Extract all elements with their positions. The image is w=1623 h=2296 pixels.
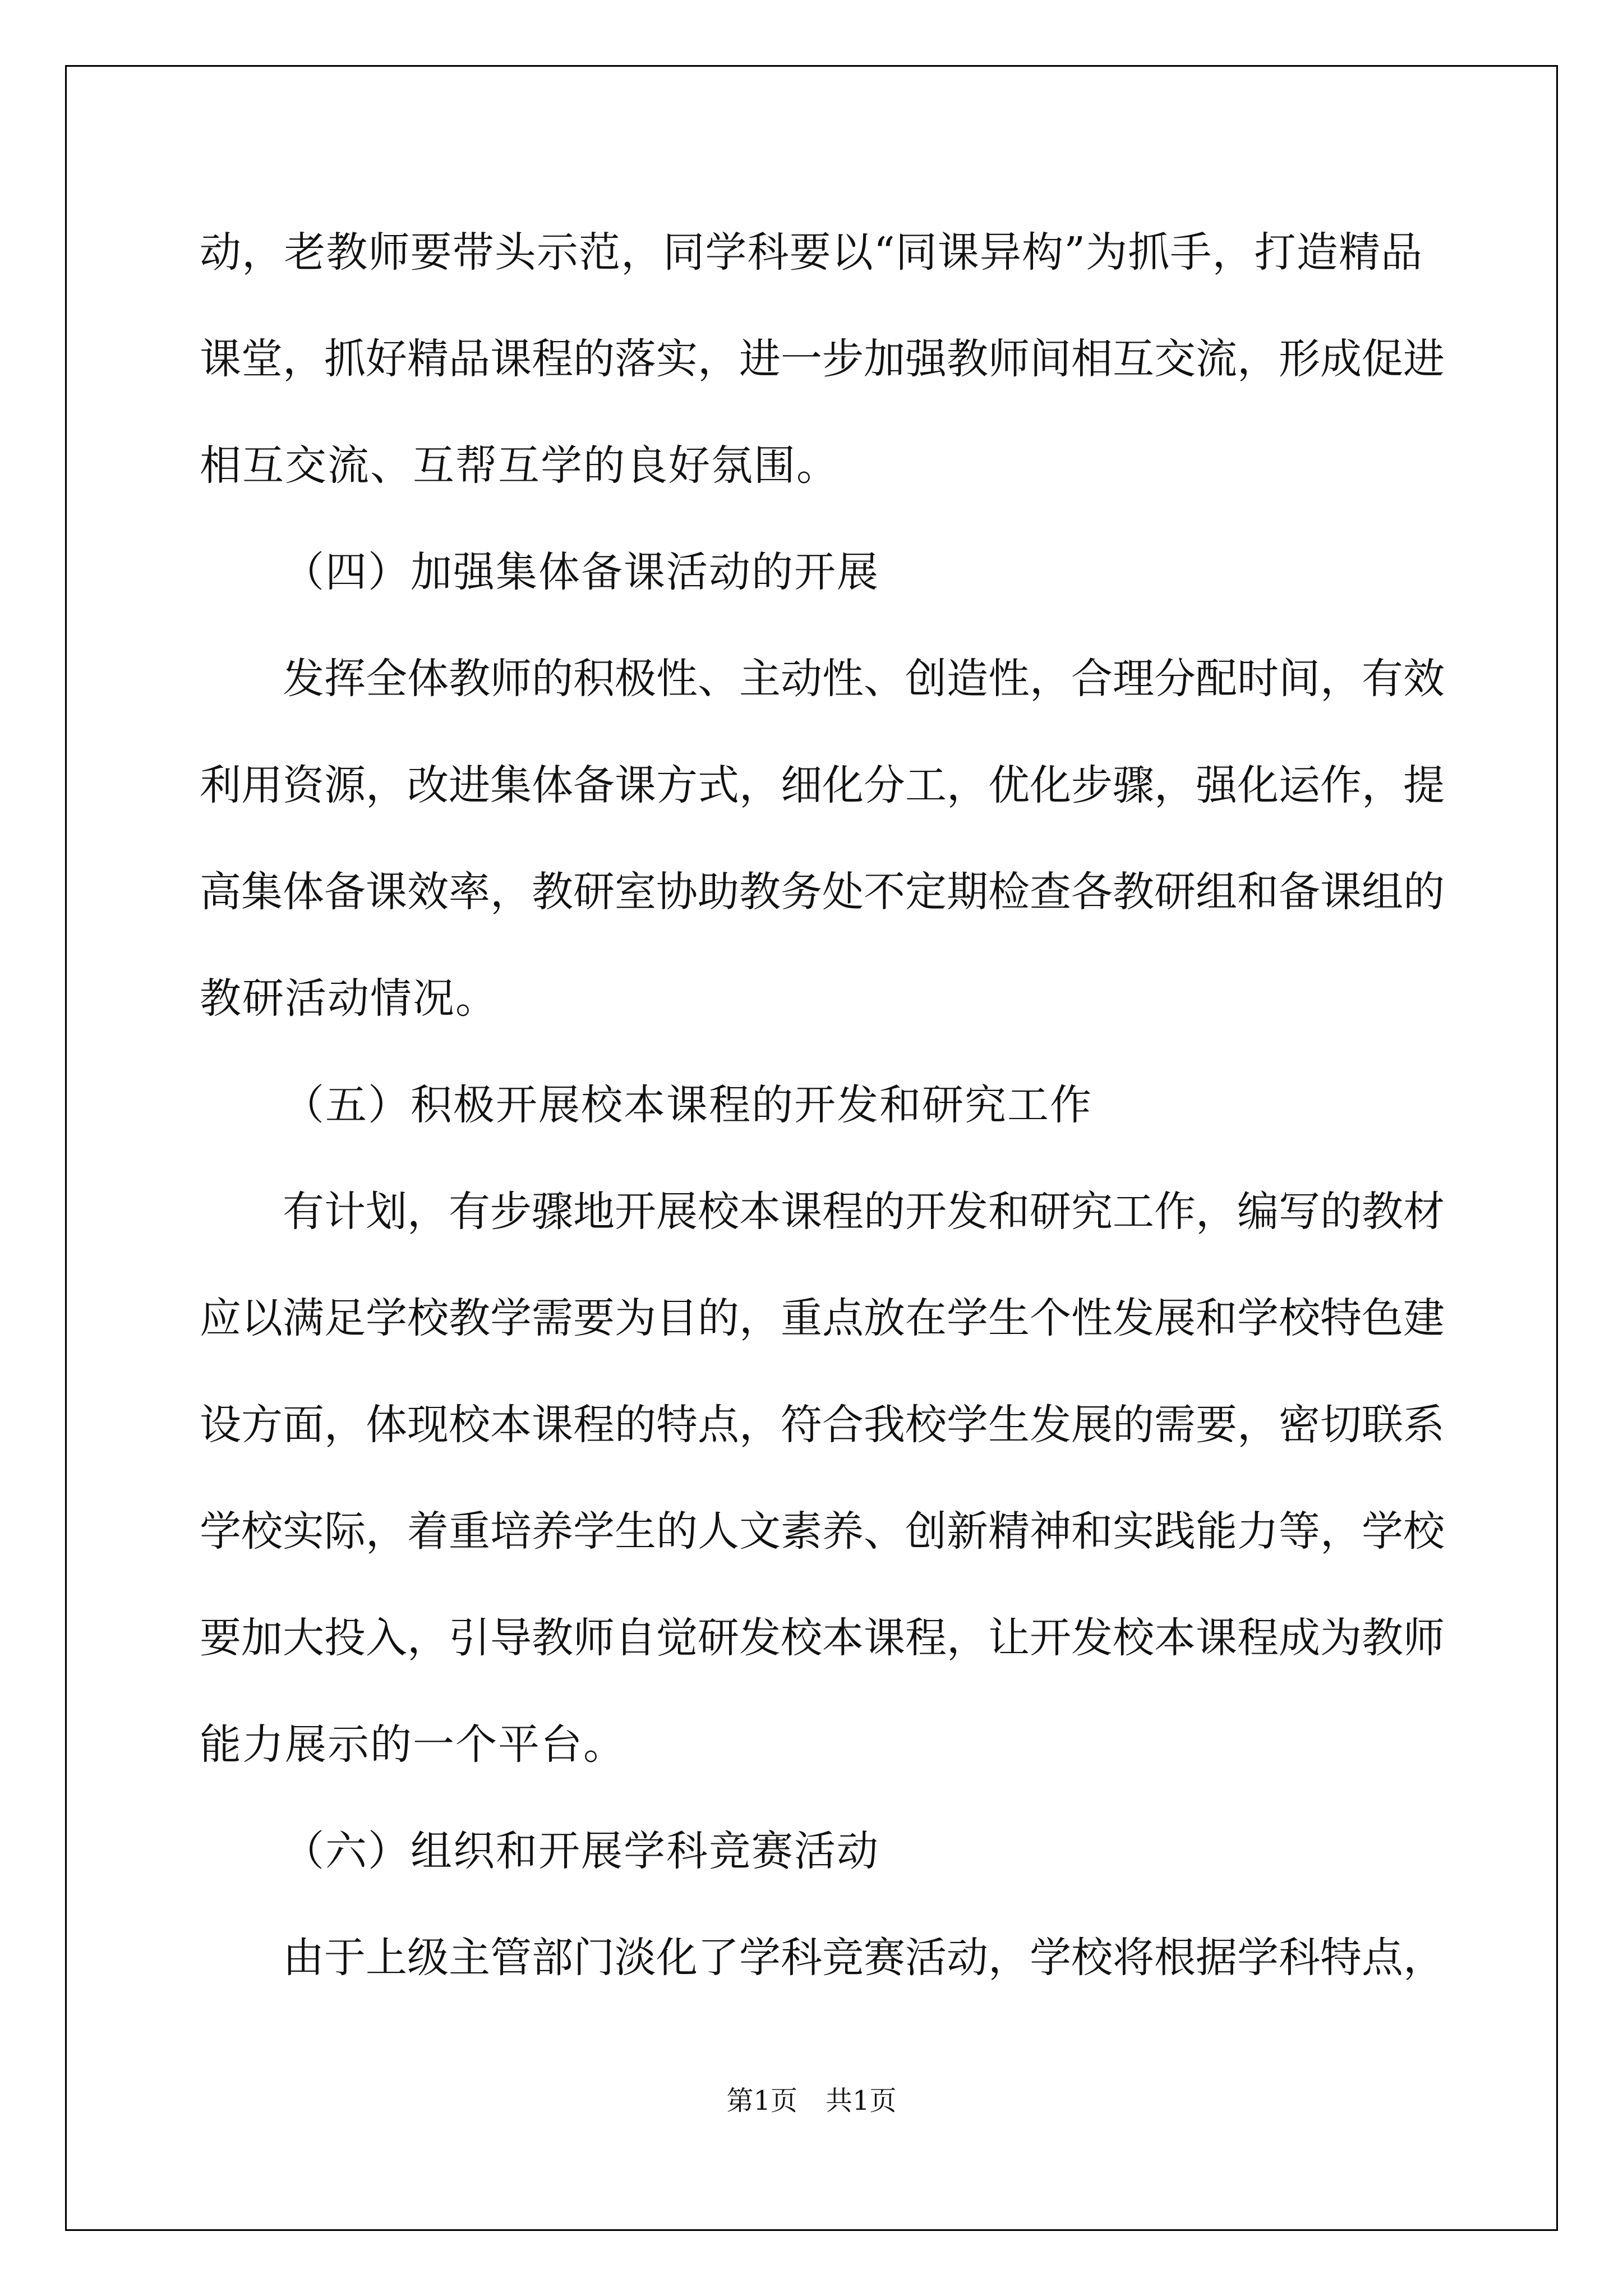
- paragraph-line: 要加大投入，引导教师自觉研发校本课程，让开发校本课程成为教师: [200, 1614, 1445, 1662]
- paragraph-line: 发挥全体教师的积极性、主动性、创造性，合理分配时间，有效: [283, 655, 1445, 703]
- page-footer: [0, 2084, 1623, 2118]
- paragraph-line: 应以满足学校教学需要为目的，重点放在学生个性发展和学校特色建: [200, 1294, 1445, 1342]
- paragraph-line: 利用资源，改进集体备课方式，细化分工，优化步骤，强化运作，提: [200, 761, 1445, 809]
- paragraph-line: 能力展示的一个平台。: [200, 1720, 626, 1769]
- paragraph-line: 动，老教师要带头示范，同学科要以“同课异构”为抓手，打造精品: [200, 228, 1422, 277]
- paragraph-line: 有计划，有步骤地开展校本课程的开发和研究工作，编写的教材: [283, 1188, 1445, 1236]
- page-number: 第1页: [726, 2085, 797, 2116]
- section-heading: （四）加强集体备课活动的开展: [283, 548, 879, 596]
- page-total: 共1页: [826, 2085, 897, 2116]
- paragraph-line: 课堂，抓好精品课程的落实，进一步加强教师间相互交流，形成促进: [200, 335, 1445, 383]
- paragraph-line: 高集体备课效率，教研室协助教务处不定期检查各教研组和备课组的: [200, 868, 1445, 916]
- paragraph-line: 相互交流、互帮互学的良好氛围。: [200, 441, 839, 490]
- paragraph-line: 学校实际，着重培养学生的人文素养、创新精神和实践能力等，学校: [200, 1507, 1445, 1556]
- page-border: [65, 65, 1558, 2231]
- section-heading: （六）组织和开展学科竞赛活动: [283, 1827, 879, 1875]
- section-heading: （五）积极开展校本课程的开发和研究工作: [283, 1081, 1092, 1129]
- paragraph-line: 设方面，体现校本课程的特点，符合我校学生发展的需要，密切联系: [200, 1401, 1445, 1449]
- paragraph-line: 教研活动情况。: [200, 974, 498, 1023]
- paragraph-line: 由于上级主管部门淡化了学科竞赛活动，学校将根据学科特点，: [283, 1934, 1445, 1982]
